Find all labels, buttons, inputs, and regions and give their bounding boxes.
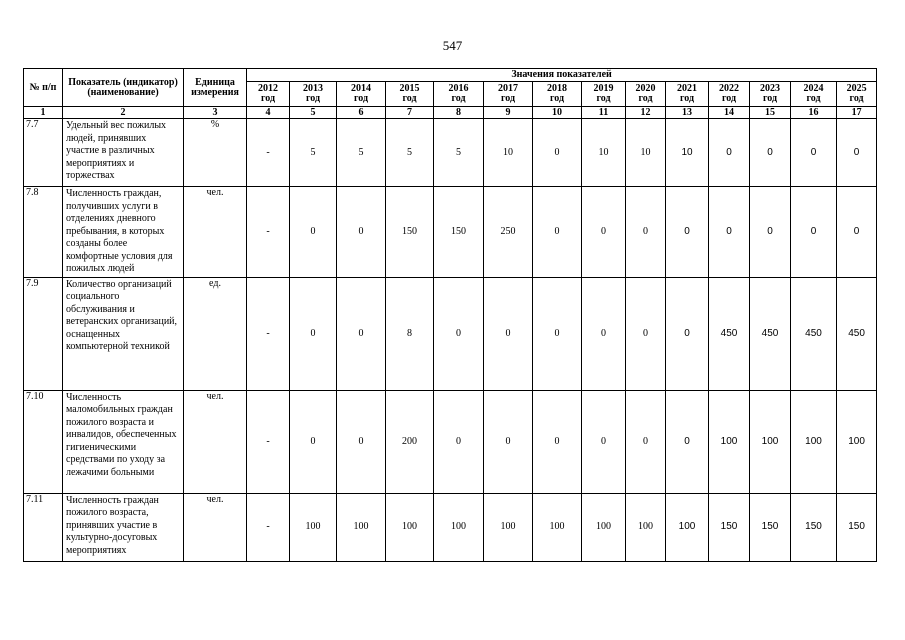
header-unit: Единица измерения — [184, 69, 247, 107]
value-cell: 0 — [484, 390, 533, 493]
year-header: 2016 год — [434, 82, 484, 107]
column-number: 14 — [709, 107, 750, 119]
value-cell: 100 — [386, 493, 434, 561]
value-cell: - — [247, 187, 290, 278]
value-cell: 100 — [791, 390, 837, 493]
value-cell: 150 — [837, 493, 877, 561]
column-number: 6 — [337, 107, 386, 119]
column-number: 16 — [791, 107, 837, 119]
value-cell: 5 — [337, 119, 386, 187]
row-id: 7.9 — [24, 277, 63, 390]
value-cell: 5 — [290, 119, 337, 187]
value-cell: 0 — [791, 119, 837, 187]
value-cell: 0 — [290, 277, 337, 390]
value-cell: 0 — [666, 390, 709, 493]
year-header: 2019 год — [582, 82, 626, 107]
value-cell: 0 — [337, 390, 386, 493]
page-number: 547 — [442, 38, 463, 53]
value-cell: 100 — [837, 390, 877, 493]
value-cell: 100 — [434, 493, 484, 561]
value-cell: 0 — [582, 390, 626, 493]
column-number: 13 — [666, 107, 709, 119]
year-header: 2022 год — [709, 82, 750, 107]
row-id: 7.11 — [24, 493, 63, 561]
value-cell: 0 — [709, 119, 750, 187]
column-number: 9 — [484, 107, 533, 119]
indicator-name: Удельный вес пожилых людей, принявших участие в различных мероприятиях и торжествах — [63, 119, 184, 187]
header-indicator: Показатель (индикатор) (наименование) — [63, 69, 184, 107]
value-cell: 0 — [533, 119, 582, 187]
value-cell: 100 — [484, 493, 533, 561]
row-id: 7.7 — [24, 119, 63, 187]
value-cell: 0 — [666, 187, 709, 278]
column-number: 8 — [434, 107, 484, 119]
column-number: 2 — [63, 107, 184, 119]
value-cell: 0 — [791, 187, 837, 278]
value-cell: 200 — [386, 390, 434, 493]
value-cell: 5 — [434, 119, 484, 187]
column-number: 10 — [533, 107, 582, 119]
value-cell: 10 — [484, 119, 533, 187]
row-id: 7.8 — [24, 187, 63, 278]
value-cell: 0 — [750, 119, 791, 187]
value-cell: 0 — [582, 277, 626, 390]
value-cell: 100 — [337, 493, 386, 561]
value-cell: 0 — [709, 187, 750, 278]
value-cell: 450 — [750, 277, 791, 390]
header-num: № п/п — [24, 69, 63, 107]
value-cell: 5 — [386, 119, 434, 187]
value-cell: - — [247, 119, 290, 187]
unit-cell: чел. — [184, 390, 247, 493]
value-cell: 0 — [837, 187, 877, 278]
value-cell: 8 — [386, 277, 434, 390]
value-cell: 0 — [337, 187, 386, 278]
year-header: 2020 год — [626, 82, 666, 107]
table-row — [24, 119, 877, 187]
value-cell: 0 — [666, 277, 709, 390]
value-cell: 450 — [709, 277, 750, 390]
column-number: 17 — [837, 107, 877, 119]
value-cell: - — [247, 277, 290, 390]
year-header: 2023 год — [750, 82, 791, 107]
value-cell: 150 — [791, 493, 837, 561]
value-cell: 0 — [290, 390, 337, 493]
value-cell: 250 — [484, 187, 533, 278]
year-header: 2018 год — [533, 82, 582, 107]
value-cell: 100 — [709, 390, 750, 493]
column-number: 3 — [184, 107, 247, 119]
column-number: 15 — [750, 107, 791, 119]
value-cell: 100 — [533, 493, 582, 561]
unit-cell: чел. — [184, 187, 247, 278]
value-cell: 0 — [626, 277, 666, 390]
value-cell: 0 — [434, 390, 484, 493]
value-cell: 100 — [290, 493, 337, 561]
unit-cell: чел. — [184, 493, 247, 561]
indicator-name: Количество организаций социального обслуживания и ветеранских организаций, оснащенных компьютерной техникой — [63, 277, 184, 390]
value-cell: 0 — [582, 187, 626, 278]
value-cell: 0 — [434, 277, 484, 390]
year-header: 2012 год — [247, 82, 290, 107]
year-header: 2021 год — [666, 82, 709, 107]
value-cell: 0 — [533, 277, 582, 390]
column-number: 5 — [290, 107, 337, 119]
value-cell: 100 — [666, 493, 709, 561]
indicator-name: Численность граждан, получивших услуги в отделениях дневного пребывания, в которых созданы более комфортные условия для пожилых людей — [63, 187, 184, 278]
value-cell: 0 — [337, 277, 386, 390]
table-row — [24, 493, 877, 561]
column-number: 1 — [24, 107, 63, 119]
value-cell: - — [247, 493, 290, 561]
table-row — [24, 390, 877, 493]
table-row — [24, 277, 877, 390]
year-header: 2017 год — [484, 82, 533, 107]
header-values: Значения показателей — [247, 69, 877, 82]
value-cell: 100 — [750, 390, 791, 493]
year-header: 2013 год — [290, 82, 337, 107]
value-cell: 150 — [709, 493, 750, 561]
value-cell: 0 — [533, 390, 582, 493]
value-cell: - — [247, 390, 290, 493]
value-cell: 0 — [484, 277, 533, 390]
value-cell: 0 — [626, 390, 666, 493]
indicator-name: Численность маломобильных граждан пожилого возраста и инвалидов, обеспеченных гигиеническими средствами по уходу за лежачими больными — [63, 390, 184, 493]
row-id: 7.10 — [24, 390, 63, 493]
year-header: 2014 год — [337, 82, 386, 107]
value-cell: 0 — [290, 187, 337, 278]
unit-cell: ед. — [184, 277, 247, 390]
year-header: 2015 год — [386, 82, 434, 107]
column-number: 7 — [386, 107, 434, 119]
value-cell: 0 — [837, 119, 877, 187]
column-number: 4 — [247, 107, 290, 119]
indicator-name: Численность граждан пожилого возраста, принявших участие в культурно-досуговых мероприятиях — [63, 493, 184, 561]
year-header: 2024 год — [791, 82, 837, 107]
column-number: 11 — [582, 107, 626, 119]
value-cell: 450 — [791, 277, 837, 390]
table-row — [24, 187, 877, 278]
value-cell: 150 — [750, 493, 791, 561]
value-cell: 100 — [626, 493, 666, 561]
value-cell: 0 — [533, 187, 582, 278]
indicators-table — [23, 68, 877, 562]
year-header: 2025 год — [837, 82, 877, 107]
value-cell: 0 — [750, 187, 791, 278]
value-cell: 450 — [837, 277, 877, 390]
value-cell: 100 — [582, 493, 626, 561]
value-cell: 10 — [626, 119, 666, 187]
value-cell: 150 — [434, 187, 484, 278]
value-cell: 10 — [582, 119, 626, 187]
value-cell: 10 — [666, 119, 709, 187]
unit-cell: % — [184, 119, 247, 187]
value-cell: 150 — [386, 187, 434, 278]
value-cell: 0 — [626, 187, 666, 278]
column-number: 12 — [626, 107, 666, 119]
